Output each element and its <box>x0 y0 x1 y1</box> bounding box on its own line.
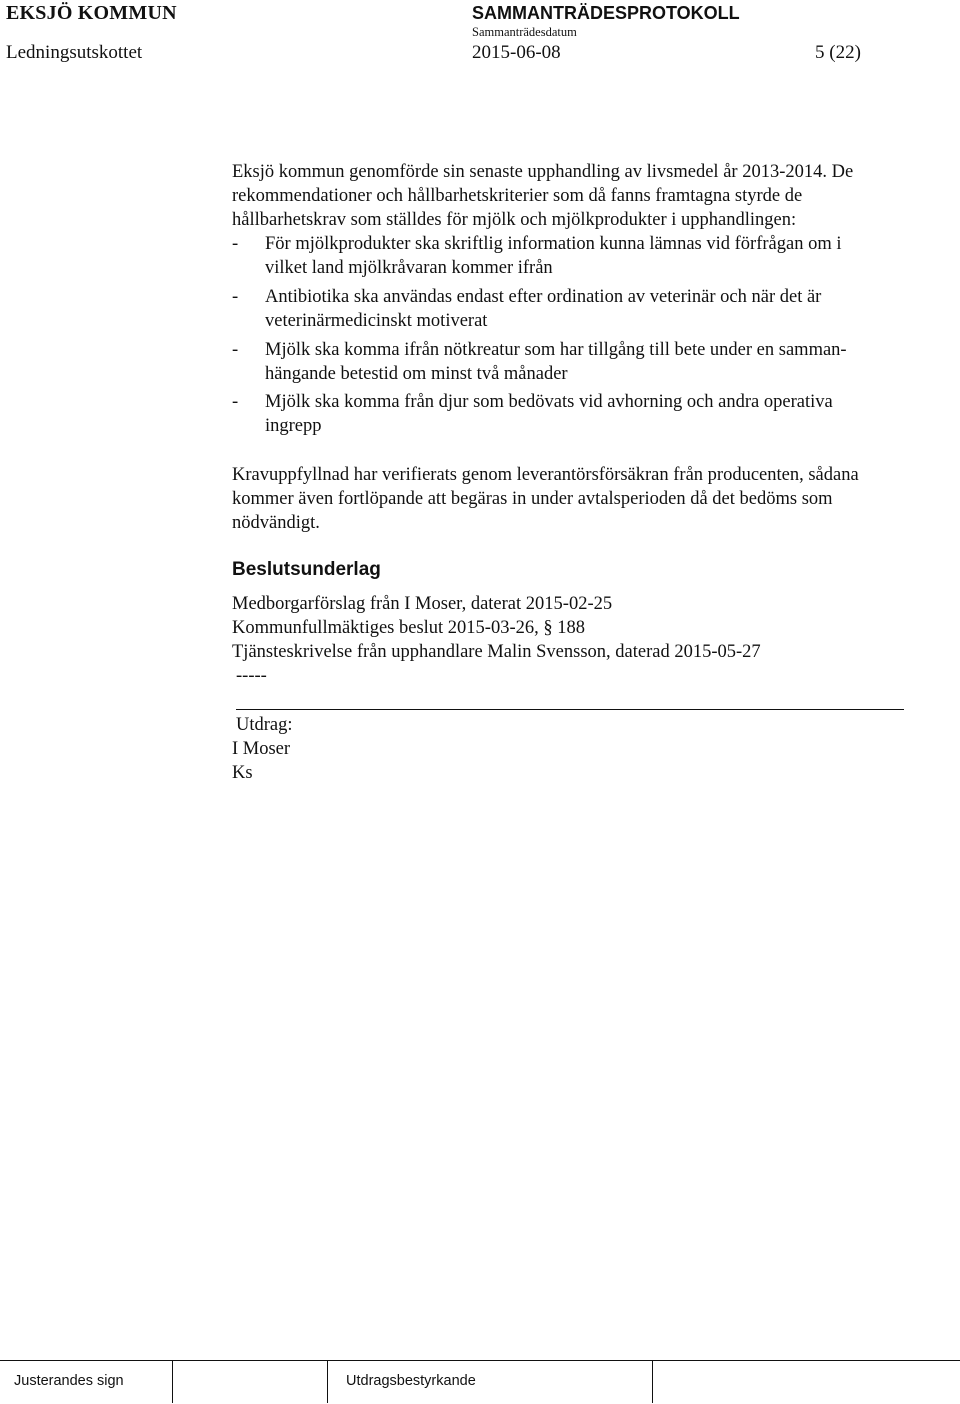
bullet-dash: - <box>232 392 239 412</box>
committee-name: Ledningsutskottet <box>6 42 143 63</box>
separator-dashes: ----- <box>236 666 267 686</box>
bullet-text: veterinärmedicinskt motiverat <box>265 311 488 331</box>
date-label: Sammanträdesdatum <box>472 25 577 39</box>
intro-line: hållbarhetskrav som ställdes för mjölk och mjölkprodukter i upphandlingen: <box>232 210 797 230</box>
signature-box-divider <box>172 1361 173 1403</box>
bullet-dash: - <box>232 340 239 360</box>
intro-line: rekommendationer och hållbarhetskriterier som då fanns framtagna styrde de <box>232 186 803 206</box>
bullet-text: Mjölk ska komma ifrån nötkreatur som har tillgång till bete under en samman- <box>265 340 847 360</box>
excerpt-label: Utdrag: <box>236 715 293 735</box>
verification-line: kommer även fortlöpande att begäras in under avtalsperioden då det bedöms som <box>232 489 833 509</box>
bullet-text: hängande betestid om minst två månader <box>265 364 568 384</box>
bullet-text: Antibiotika ska användas endast efter ordination av veterinär och när det är <box>265 287 822 307</box>
certification-label: Utdragsbestyrkande <box>346 1373 476 1389</box>
signature-box-divider <box>327 1361 328 1403</box>
bullet-text: vilket land mjölkråvaran kommer ifrån <box>265 258 553 278</box>
bullet-text: Mjölk ska komma från djur som bedövats vid avhorning och andra operativa <box>265 392 833 412</box>
footer-divider <box>0 1360 960 1361</box>
verification-line: Kravuppfyllnad har verifierats genom leverantörsförsäkran från producenten, sådana <box>232 465 859 485</box>
basis-item: Tjänsteskrivelse från upphandlare Malin Svensson, daterad 2015-05-27 <box>232 642 761 662</box>
basis-item: Medborgarförslag från I Moser, daterat 2015-02-25 <box>232 594 613 614</box>
basis-item: Kommunfullmäktiges beslut 2015-03-26, § 188 <box>232 618 586 638</box>
bullet-text: För mjölkprodukter ska skriftlig information kunna lämnas vid förfrågan om i <box>265 234 842 254</box>
bullet-dash: - <box>232 234 239 254</box>
organization-name: EKSJÖ KOMMUN <box>6 2 177 24</box>
divider-line <box>236 709 904 710</box>
meeting-date: 2015-06-08 <box>472 42 561 63</box>
bullet-dash: - <box>232 287 239 307</box>
intro-line: Eksjö kommun genomförde sin senaste upphandling av livsmedel år 2013-2014. De <box>232 162 854 182</box>
verification-line: nödvändigt. <box>232 513 320 533</box>
certification-box-divider <box>652 1361 653 1403</box>
section-heading: Beslutsunderlag <box>232 559 381 580</box>
bullet-text: ingrepp <box>265 416 322 436</box>
excerpt-recipient: Ks <box>232 763 253 783</box>
signature-label: Justerandes sign <box>14 1373 124 1389</box>
document-type: SAMMANTRÄDESPROTOKOLL <box>472 3 740 23</box>
excerpt-recipient: I Moser <box>232 739 291 759</box>
page-number: 5 (22) <box>815 42 861 63</box>
